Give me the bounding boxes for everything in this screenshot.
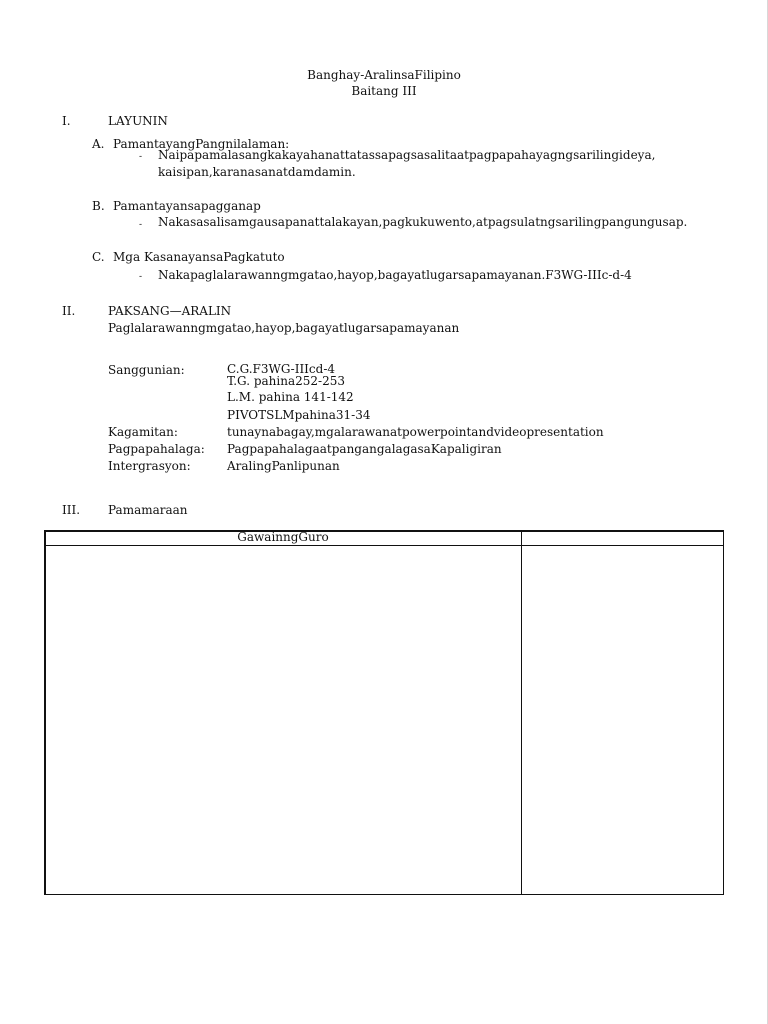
procedure-table xyxy=(44,530,724,895)
section-3-number: III. xyxy=(62,503,81,517)
table-header-guro: GawainngGuro xyxy=(45,531,522,546)
section-3-heading: Pamamaraan xyxy=(108,503,188,517)
reference-cg: C.G.F3WG-IIIcd-4 xyxy=(227,362,336,376)
document-title: Banghay-AralinsaFilipino xyxy=(307,68,461,82)
integrasyon-label: Intergrasyon: xyxy=(108,459,191,473)
topic-text: Paglalarawanngmgatao,hayop,bagayatlugarsapamayanan xyxy=(108,321,460,335)
item-c-label: Mga KasanayansaPagkatuto xyxy=(113,250,285,264)
item-b-bullet: - xyxy=(139,220,143,230)
item-c-bullet: - xyxy=(139,272,143,282)
item-b-letter: B. xyxy=(92,199,105,213)
item-b-text: Nakasasalisamgausapanattalakayan,pagkukuwento,atpagsulatngsarilingpangungusap. xyxy=(158,215,688,229)
section-2-number: II. xyxy=(62,304,76,318)
document-subtitle: Baitang III xyxy=(351,84,417,98)
item-b-label: Pamantayansapagganap xyxy=(113,199,261,213)
section-2-heading: PAKSANG—ARALIN xyxy=(108,304,232,318)
kagamitan-label: Kagamitan: xyxy=(108,425,178,439)
table-header-col2 xyxy=(522,531,724,546)
item-a-bullet: - xyxy=(139,152,143,162)
procedure-table-body-row xyxy=(45,546,724,895)
table-top-border xyxy=(44,530,724,532)
procedure-table-header-row xyxy=(45,531,724,546)
reference-pivot: PIVOTSLMpahina31-34 xyxy=(227,408,371,422)
pagpapahalaga-value: PagpapahalagaatpangangalagasaKapaligiran xyxy=(227,442,502,456)
pagpapahalaga-label: Pagpapahalaga: xyxy=(108,442,205,456)
integrasyon-value: AralingPanlipunan xyxy=(227,459,340,473)
item-a-label: PamantayangPangnilalaman: xyxy=(113,137,290,151)
table-cell-col2 xyxy=(522,546,724,895)
item-a-letter: A. xyxy=(92,137,105,151)
table-left-border xyxy=(44,530,46,895)
kagamitan-value: tunaynabagay,mgalarawanatpowerpointandvideopresentation xyxy=(227,425,604,439)
reference-lm: L.M. pahina 141-142 xyxy=(227,390,354,404)
section-1-heading: LAYUNIN xyxy=(108,114,168,128)
reference-tg: T.G. pahina252-253 xyxy=(227,374,345,388)
section-1-number: I. xyxy=(62,114,71,128)
table-cell-guro xyxy=(45,546,522,895)
item-a-text-line2: kaisipan,karanasanatdamdamin. xyxy=(158,165,356,179)
item-a-text-line1: Naipapamalasangkakayahanattatassapagsasalitaatpagpapahayagngsarilingideya, xyxy=(158,148,656,162)
sanggunian-label: Sanggunian: xyxy=(108,363,185,377)
item-c-text: Nakapaglalarawanngmgatao,hayop,bagayatlugarsapamayanan.F3WG-IIIc-d-4 xyxy=(158,268,632,282)
item-c-letter: C. xyxy=(92,250,105,264)
